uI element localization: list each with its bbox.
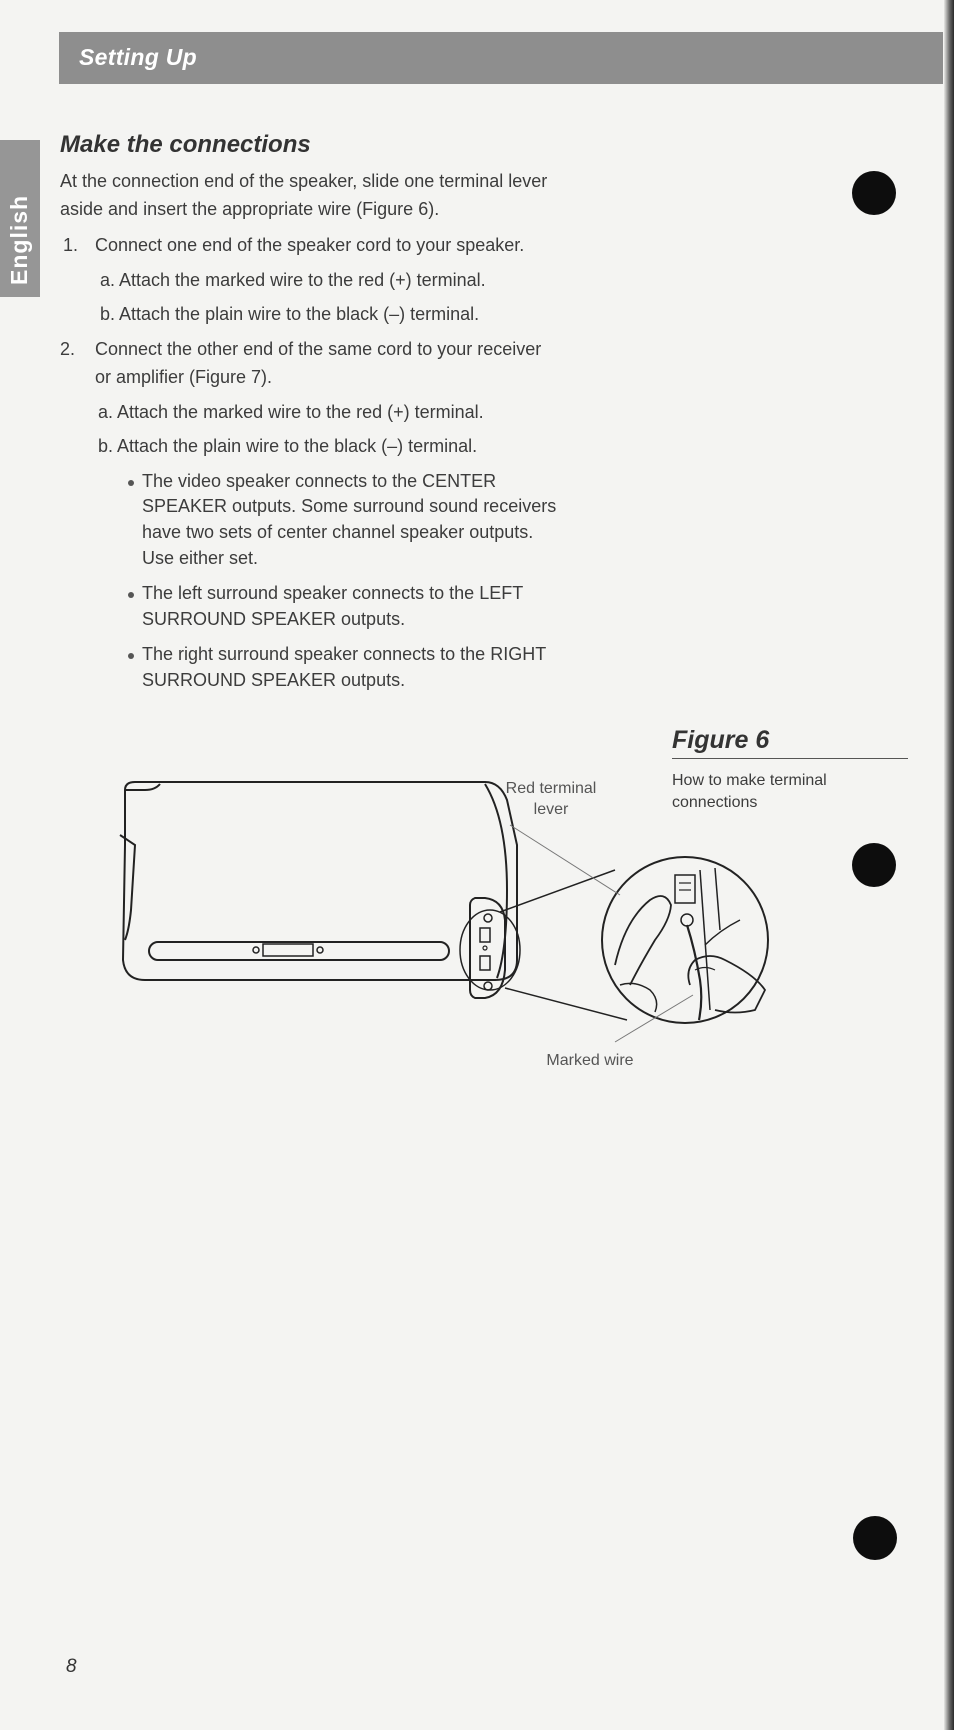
- bullet-dot: [128, 480, 134, 486]
- bullet-1-line3: have two sets of center channel speaker outputs.: [142, 522, 534, 542]
- callout-red-line1: Red terminal: [505, 780, 597, 797]
- bullet-2-line1: The left surround speaker connects to the LEFT: [142, 583, 524, 603]
- bullet-dot: [128, 653, 134, 659]
- step-2-text-line1: Connect the other end of the same cord to your receiver: [95, 339, 542, 359]
- finger-left: [615, 896, 671, 985]
- binder-hole-middle: [852, 843, 896, 887]
- step-2b-text: b. Attach the plain wire to the black (–) terminal.: [98, 436, 478, 456]
- step-2-text-line2: or amplifier (Figure 7).: [95, 367, 273, 387]
- bullet-1-line4: Use either set.: [142, 548, 259, 568]
- bullet-1-line1: The video speaker connects to the CENTER: [142, 471, 497, 491]
- page-title: Make the connections: [60, 131, 311, 158]
- language-tab: [0, 140, 40, 297]
- bullet-1-line2: SPEAKER outputs. Some surround sound receivers: [142, 496, 557, 516]
- speaker-illustration: [115, 780, 785, 1080]
- leader-red-terminal: [510, 825, 620, 895]
- leader-marked-wire: [615, 995, 693, 1042]
- step-2a-text: a. Attach the marked wire to the red (+) terminal.: [98, 402, 484, 422]
- section-header-bar: [59, 32, 943, 84]
- figure-caption: How to make terminal connections: [672, 772, 827, 811]
- page-number: 8: [66, 1656, 77, 1677]
- bullet-2-line2: SURROUND SPEAKER outputs.: [142, 609, 406, 629]
- section-title: Setting Up: [79, 44, 197, 70]
- step-1-number: 1.: [63, 235, 79, 255]
- page-edge: [944, 0, 954, 1730]
- step-1-text: Connect one end of the speaker cord to your speaker.: [95, 235, 525, 255]
- bullet-dot: [128, 592, 134, 598]
- step-2-number: 2.: [60, 339, 76, 359]
- language-tab-label: English: [6, 194, 32, 285]
- speaker-end-curve: [485, 784, 507, 978]
- speaker-body: [123, 782, 517, 980]
- binder-hole-bottom: [853, 1516, 897, 1560]
- figure-title-rule: [672, 758, 908, 759]
- intro-text-line1: At the connection end of the speaker, slide one terminal lever: [60, 171, 548, 191]
- intro-text-line2: aside and insert the appropriate wire (Figure 6).: [60, 199, 440, 219]
- bullet-3-line2: SURROUND SPEAKER outputs.: [142, 670, 406, 690]
- binder-hole-top: [852, 171, 896, 215]
- speaker-side-flap: [120, 835, 135, 940]
- bullet-3-line1: The right surround speaker connects to the RIGHT: [142, 644, 547, 664]
- figure-title: Figure 6: [672, 726, 770, 754]
- speaker-top-edge: [125, 784, 160, 790]
- step-1a-text: a. Attach the marked wire to the red (+) terminal.: [100, 270, 486, 290]
- callout-marked-wire: Marked wire: [546, 1052, 634, 1069]
- zoom-detail-circle: [602, 857, 768, 1023]
- callout-red-line2: lever: [533, 801, 569, 818]
- step-1b-text: b. Attach the plain wire to the black (–) terminal.: [100, 304, 480, 324]
